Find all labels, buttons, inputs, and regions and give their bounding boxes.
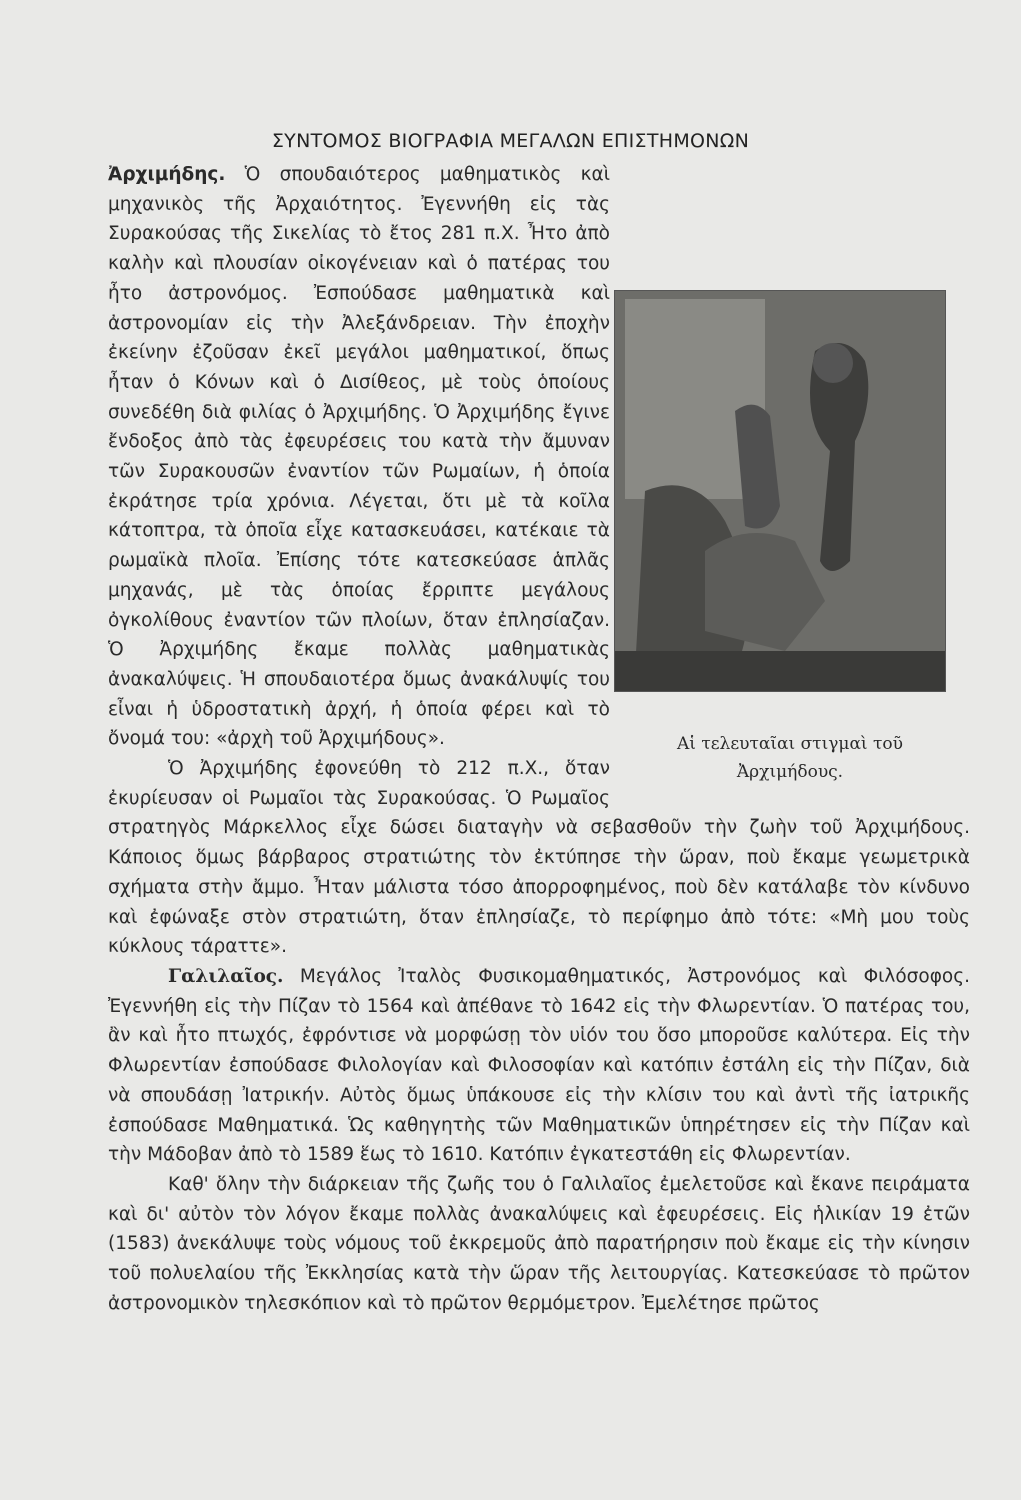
galileo-name: Γαλιλαῖος. bbox=[168, 965, 284, 987]
galileo-discoveries-paragraph: Καθ' ὅλην τὴν διάρκειαν τῆς ζωῆς του ὁ Γαλιλαῖος ἐμελετοῦσε καὶ ἔκανε πειράματα καὶ δι' αὐτὸν τὸν λόγον ἔκαμε πολλὰς ἀνακαλύψεις καὶ ἐφευρέσεις. Εἰς ἡλικίαν 19 ἐτῶν (1583) ἀνεκάλυψε τοὺς νόμους τοῦ ἐκκρεμοῦς ἀπὸ παρατήρησιν ποὺ ἔκαμε εἰς τὴν κίνησιν τοῦ πολυελαίου τῆς Ἐκκλησίας κατὰ τὴν ὥραν τῆς λειτουργίας. Κατεσκεύασε τὸ πρῶτον ἀστρονομικὸν τηλεσκόπιον καὶ τὸ πρῶτον θερμόμετρον. Ἐμελέτησε πρῶτος bbox=[108, 1173, 970, 1314]
archimedes-name: Ἀρχιμήδης. bbox=[108, 164, 226, 185]
archimedes-text-1: Ὁ σπουδαιότερος μαθηματικὸς καὶ μηχανικὸς τῆς Ἀρχαιότητος. Ἐγεννήθη εἰς τὰς Συρακούσας τῆς Σικελίας τὸ ἔτος 281 π.Χ. Ἦτο ἀπὸ καλὴν καὶ πλουσίαν οἰκογένειαν καὶ ὁ πατέρας του ἦτο ἀστρονόμος. Ἐσπούδασε μαθηματικὰ καὶ ἀστρονομίαν εἰς τὴν Ἀλεξάνδρειαν. Τὴν ἐποχὴν ἐκείνην ἐζοῦσαν ἐκεῖ μεγάλοι μαθηματικοί, ὅπως ἦταν ὁ Κόνων καὶ ὁ Δισίθεος, μὲ τοὺς ὁποίους συνεδέθη διὰ φιλίας ὁ Ἀρχιμήδης. Ὁ Ἀρχιμήδης ἔγινε ἔνδοξος ἀπὸ τὰς ἐφευρέσεις του κατὰ τὴν ἄμυναν τῶν Συρακουσῶν ἐναντίον τῶν Ρωμαίων, ἡ ὁποία ἐκράτησε τρία χρόνια. Λέγεται, ὅτι μὲ τὰ κοῖλα κάτοπτρα, τὰ ὁποῖα εἶχε κατασκευάσει, κατέκαιε τὰ ρωμαϊκὰ πλοῖα. Ἐπίσης τότε κατεσκεύασε ἁπλᾶς μηχανάς, μὲ τὰς ὁποίας ἔρριπτε μεγάλους ὀγκολίθους ἐναντίον τῶν πλοίων, ὅταν ἐπλησίαζαν. Ὁ Ἀρχιμήδης ἔκαμε πολλὰς μαθηματικὰς ἀνακαλύψεις. Ἡ σπουδαιοτέρα ὅμως ἀνακάλυψίς του εἶναι ἡ ὑδροστατικὴ ἀρχή, ἡ ὁποία φέρει καὶ τὸ ὄνομά του: «ἀρχὴ τοῦ Ἀρχιμήδους». bbox=[108, 164, 610, 750]
page-heading: ΣΥΝΤΟΜΟΣ ΒΙΟΓΡΑΦΙΑ ΜΕΓΑΛΩΝ ΕΠΙΣΤΗΜΟΝΩΝ bbox=[271, 130, 750, 152]
galileo-paragraph bbox=[108, 962, 970, 1170]
illustration-image bbox=[615, 291, 945, 691]
figure-caption: Αἱ τελευταῖαι στιγμαὶ τοῦ Ἀρχιμήδους. bbox=[677, 734, 903, 782]
galileo-text-1: Μεγάλος Ἰταλὸς Φυσικομαθηματικός, Ἀστρονόμος καὶ Φιλόσοφος. Ἐγεννήθη εἰς τὴν Πίζαν τὸ 1564 καὶ ἀπέθανε τὸ 1642 εἰς τὴν Φλωρεντίαν. Ὁ πατέρας του, ἂν καὶ ἦτο πτωχός, ἐφρόντισε νὰ μορφώσῃ τὸν υἱόν του ὅσο μποροῦσε καλύτερα. Εἰς τὴν Φλωρεντίαν ἐσπούδασε Φιλολογίαν καὶ Φιλοσοφίαν καὶ κατόπιν ἐστάλη εἰς τὴν Πίζαν, διὰ νὰ σπουδάσῃ Ἰατρικήν. Αὐτὸς ὅμως ὑπάκουσε εἰς τὴν κλίσιν του καὶ ἀντὶ τῆς ἰατρικῆς ἐσπούδασε Μαθηματικά. Ὡς καθηγητὴς τῶν Μαθηματικῶν ὑπηρέτησεν εἰς τὴν Πίζαν καὶ τὴν Μάδοβαν ἀπὸ τὸ 1589 ἕως τὸ 1610. Κατόπιν ἐγκατεστάθη εἰς Φλωρεντίαν. bbox=[108, 965, 970, 1166]
archimedes-death-paragraph: Ὁ Ἀρχιμήδης ἐφονεύθη τὸ 212 π.Χ., ὅταν ἐκυρίευσαν οἱ Ρωμαῖοι τὰς Συρακούσας. Ὁ Ρωμαῖος στρατηγὸς Μάρκελλος εἶχε δώσει διαταγὴν νὰ σεβασθοῦν τὴν ζωὴν τοῦ Ἀρχιμήδους. Κάποιος ὅμως βάρβαρος στρατιώτης τὸν ἐκτύπησε τὴν ὥραν, ποὺ ἔκαμε γεωμετρικὰ σχήματα στὴν ἄμμο. Ἦταν μάλιστα τόσο ἀπορροφημένος, ποὺ δὲν κατάλαβε τὸν κίνδυνο καὶ ἐφώναξε στὸν στρατιώτη, ὅταν ἐπλησίαζε, τὸ περίφημο ἀπὸ τότε: «Μὴ μου τοὺς κύκλους τάραττε». bbox=[108, 758, 970, 958]
archimedes-illustration bbox=[614, 290, 946, 692]
